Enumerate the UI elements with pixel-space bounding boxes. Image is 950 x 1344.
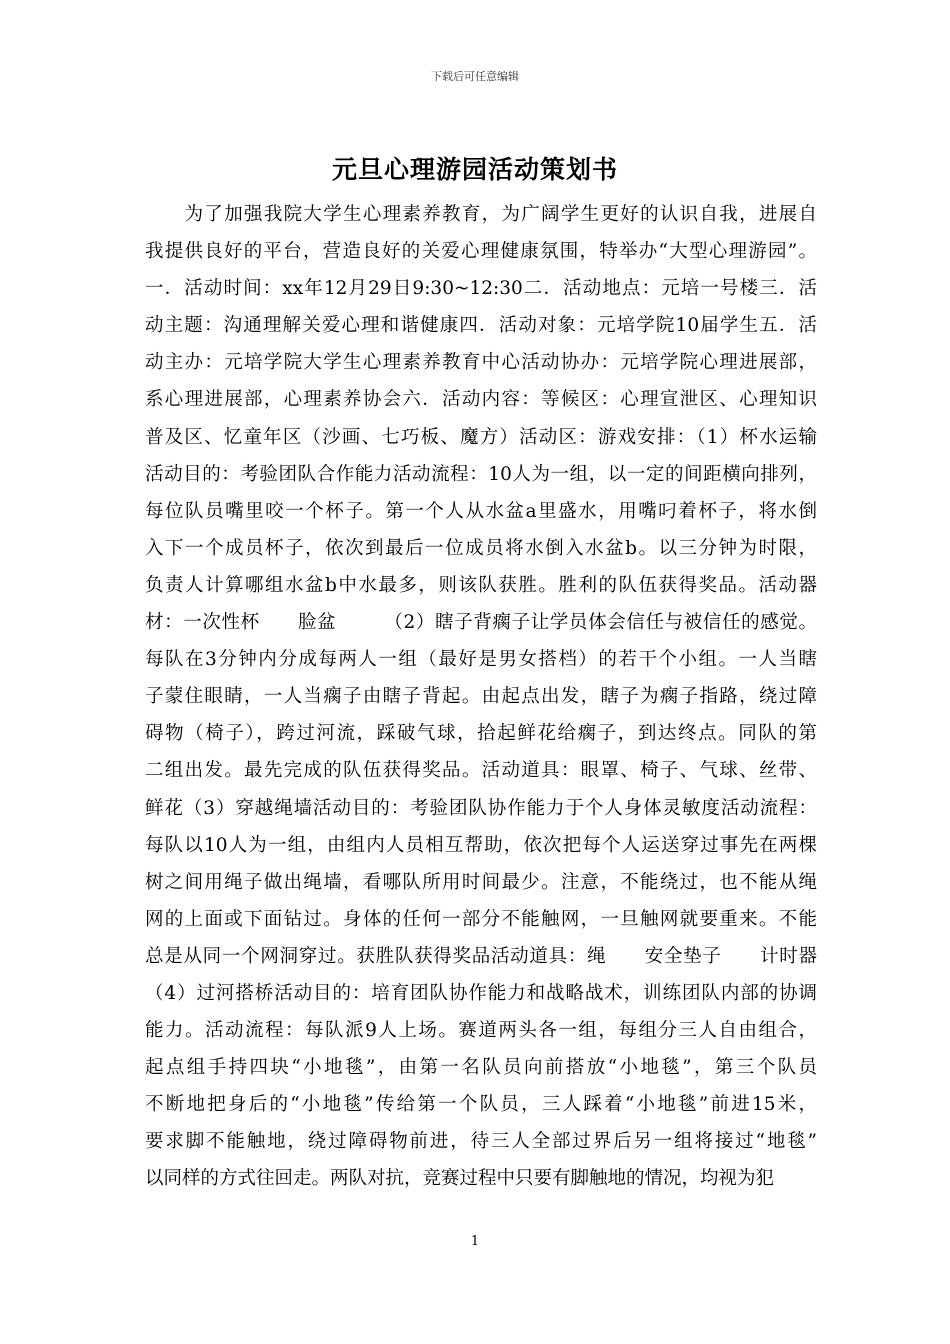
header-note: 下载后可任意编辑: [431, 70, 519, 83]
body-line: 每队以10人为一组，由组内人员相互帮助，依次把每个人运送穿过事先在两棵: [145, 834, 817, 856]
body-line: 负责人计算哪组水盆b中水最多，则该队获胜。胜利的队伍获得奖品。活动器: [145, 574, 817, 596]
body-line: 能力。活动流程：每队派9人上场。赛道两头各一组，每组分三人自由组合，: [145, 1020, 817, 1042]
body-line: 碍物（椅子），跨过河流，踩破气球，拾起鲜花给瘸子，到达终点。同队的第: [145, 723, 817, 745]
body-line: 二组出发。最先完成的队伍获得奖品。活动道具：眼罩、椅子、气球、丝带、: [145, 760, 817, 782]
body-line: 不断地把身后的“小地毯”传给第一个队员，三人踩着“小地毯”前进15米，: [145, 1094, 817, 1116]
body-line: 树之间用绳子做出绳墙，看哪队所用时间最少。注意，不能绕过，也不能从绳: [145, 871, 817, 893]
body-line: 入下一个成员杯子，依次到最后一位成员将水倒入水盆b。以三分钟为时限，: [145, 537, 817, 559]
body-line: 以同样的方式往回走。两队对抗，竞赛过程中只要有脚触地的情况，均视为犯: [145, 1168, 775, 1190]
body-line: 动主题：沟通理解关爱心理和谐健康四．活动对象：元培学院10届学生五．活: [145, 315, 817, 337]
body-line: 活动目的：考验团队合作能力活动流程：10人为一组，以一定的间距横向排列，: [145, 463, 817, 485]
body-line: 我提供良好的平台，营造良好的关爱心理健康氛围，特举办“大型心理游园”。: [145, 241, 817, 263]
body-text: [145, 196, 817, 1198]
body-line: 为了加强我院大学生心理素养教育，为广阔学生更好的认识自我，进展自: [145, 204, 817, 225]
body-line: 动主办：元培学院大学生心理素养教育中心活动协办：元培学院心理进展部，: [145, 352, 817, 374]
body-line: 鲜花（3）穿越绳墙活动目的：考验团队协作能力于个人身体灵敏度活动流程：: [145, 797, 817, 819]
body-line: 每位队员嘴里咬一个杯子。第一个人从水盆a里盛水，用嘴叼着杯子，将水倒: [145, 500, 817, 522]
body-line: 材：一次性杯 脸盆 （2）瞎子背瘸子让学员体会信任与被信任的感觉。: [145, 612, 817, 634]
page-title: 元旦心理游园活动策划书: [331, 155, 618, 184]
body-line: 总是从同一个网洞穿过。获胜队获得奖品活动道具：绳 安全垫子 计时器: [145, 945, 817, 967]
body-line: （4）过河搭桥活动目的：培育团队协作能力和战略战术，训练团队内部的协调: [145, 982, 817, 1004]
page-number: 1: [470, 1234, 480, 1249]
body-line: 系心理进展部，心理素养协会六．活动内容：等候区：心理宣泄区、心理知识: [145, 389, 817, 411]
body-line: 要求脚不能触地，绕过障碍物前进，待三人全部过界后另一组将接过“地毯”: [145, 1131, 817, 1153]
body-line: 子蒙住眼睛，一人当瘸子由瞎子背起。由起点出发，瞎子为瘸子指路，绕过障: [145, 686, 817, 708]
body-line: 起点组手持四块“小地毯”，由第一名队员向前搭放“小地毯”，第三个队员: [145, 1057, 817, 1079]
body-line: 每队在3分钟内分成每两人一组（最好是男女搭档）的若干个小组。一人当瞎: [145, 649, 817, 671]
body-line: 网的上面或下面钻过。身体的任何一部分不能触网，一旦触网就要重来。不能: [145, 908, 817, 930]
body-line: 一．活动时间：xx年12月29日9:30~12:30二．活动地点：元培一号楼三．活: [145, 278, 817, 300]
body-line: 普及区、忆童年区（沙画、七巧板、魔方）活动区：游戏安排：（1）杯水运输: [145, 426, 817, 448]
